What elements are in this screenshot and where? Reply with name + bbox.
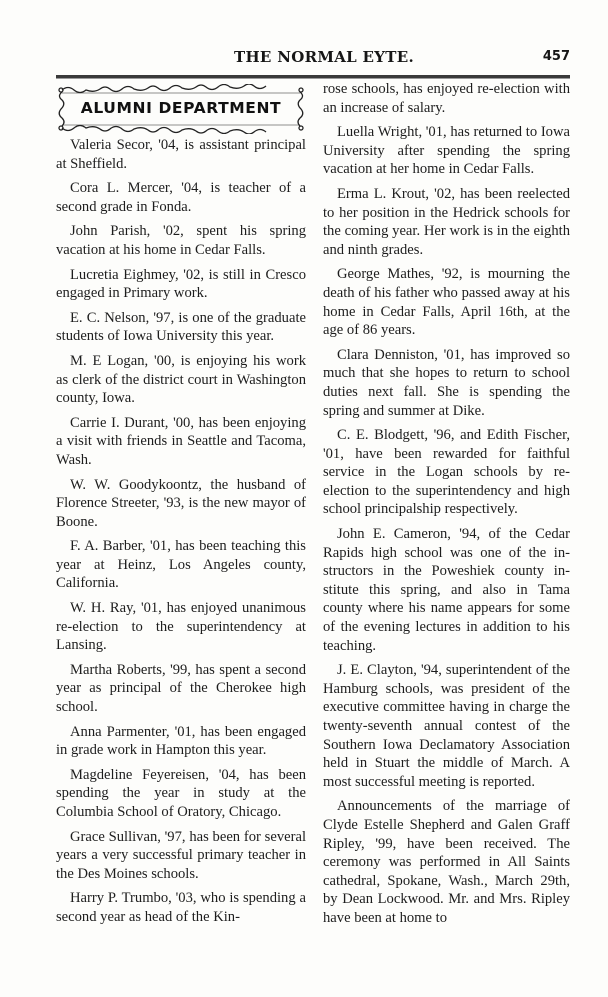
left-column	[56, 136, 306, 933]
alumni-note: Carrie I. Durant, '00, has been enjoying a visit with friends in Seattle and Tacoma, Wash.	[56, 414, 306, 468]
alumni-note: C. E. Blodgett, '96, and Edith Fischer, '01, have been rewarded for faithful service in the Logan schools by re-election to the superintendency and high school principalship respectively.	[323, 427, 570, 518]
header-rule	[56, 75, 570, 79]
continued-note: rose schools, has enjoyed re-election with an increase of salary.	[323, 81, 570, 116]
alumni-note: W. W. Goodykoontz, the husband of Florence Streeter, '93, is the new mayor of Boone.	[56, 476, 306, 530]
alumni-note: E. C. Nelson, '97, is one of the graduate students of Iowa University this year.	[56, 309, 306, 345]
alumni-note: Grace Sullivan, '97, has been for several years a very successful primary teacher in the Des Moines schools.	[56, 828, 306, 882]
alumni-note: F. A. Barber, '01, has been teaching this year at Heinz, Los Angeles county, California.	[56, 538, 306, 592]
alumni-note: Announcements of the marriage of Clyde Estelle Shepherd and Galen Graff Ripley, '99, have been received. The ceremony was performed in All Saints cathedral, Spokane, Wash., March 29th, by Dean Lockwood. Mr. and Mrs. Ripley have been at home to	[323, 798, 570, 926]
alumni-note: Magdeline Feyereisen, '04, has been spending the year in study at the Columbia School of Oratory, Chicago.	[56, 766, 306, 820]
alumni-note: John Parish, '02, spent his spring vacation at his home in Cedar Falls.	[56, 223, 306, 258]
alumni-note: J. E. Clayton, '94, superintendent of the Hamburg schools, was president of the executive committee having in charge the twenty-seventh annual contest of the Southern Iowa Declamatory Association held in Stuart the middle of March. A most successful meeting is reported.	[323, 662, 570, 790]
alumni-note: Lucretia Eighmey, '02, is still in Cresco engaged in Primary work.	[56, 266, 306, 302]
page-number: 457	[542, 49, 570, 64]
running-head	[56, 48, 570, 70]
alumni-note: John E. Cameron, '94, of the Cedar Rapids high school was one of the instructors in the Poweshiek county institute this spring, and also in Tama county where his name appears for some of the evening lectures in addition to his teaching.	[323, 526, 570, 654]
alumni-note: Harry P. Trumbo, '03, who is spending a second year as head of the Kin-	[56, 890, 306, 925]
alumni-note: M. E Logan, '00, is enjoying his work as clerk of the district court in Washington county, Iowa.	[56, 352, 306, 407]
alumni-note: George Mathes, '92, is mourning the death of his father who passed away at his home in Cedar Falls, April 16th, at the age of 86 years.	[323, 266, 570, 339]
alumni-note: Clara Denniston, '01, has improved so much that she hopes to return to school duties next fall. She is spending the spring and summer at Dike.	[323, 346, 570, 419]
section-banner	[56, 84, 306, 134]
alumni-note: W. H. Ray, '01, has enjoyed unanimous re-election to the superintendency at Lansing.	[56, 600, 306, 654]
alumni-note: Cora L. Mercer, '04, is teacher of a second grade in Fonda.	[56, 180, 306, 215]
journal-title: THE NORMAL EYTE.	[234, 48, 415, 66]
right-column	[323, 80, 570, 934]
alumni-note: Martha Roberts, '99, has spent a second year as principal of the Cherokee high school.	[56, 661, 306, 716]
alumni-note: Anna Parmenter, '01, has been engaged in grade work in Hampton this year.	[56, 723, 306, 759]
alumni-note: Valeria Secor, '04, is assistant principal at Sheffield.	[56, 137, 306, 172]
section-title: ALUMNI DEPARTMENT	[80, 99, 282, 117]
alumni-note: Erma L. Krout, '02, has been reelected to her position in the Hedrick schools for the coming year. Her work is in the eighth and ninth grades.	[323, 185, 570, 258]
alumni-note: Luella Wright, '01, has returned to Iowa University after spending the spring vacation at her home in Cedar Falls.	[323, 124, 570, 178]
